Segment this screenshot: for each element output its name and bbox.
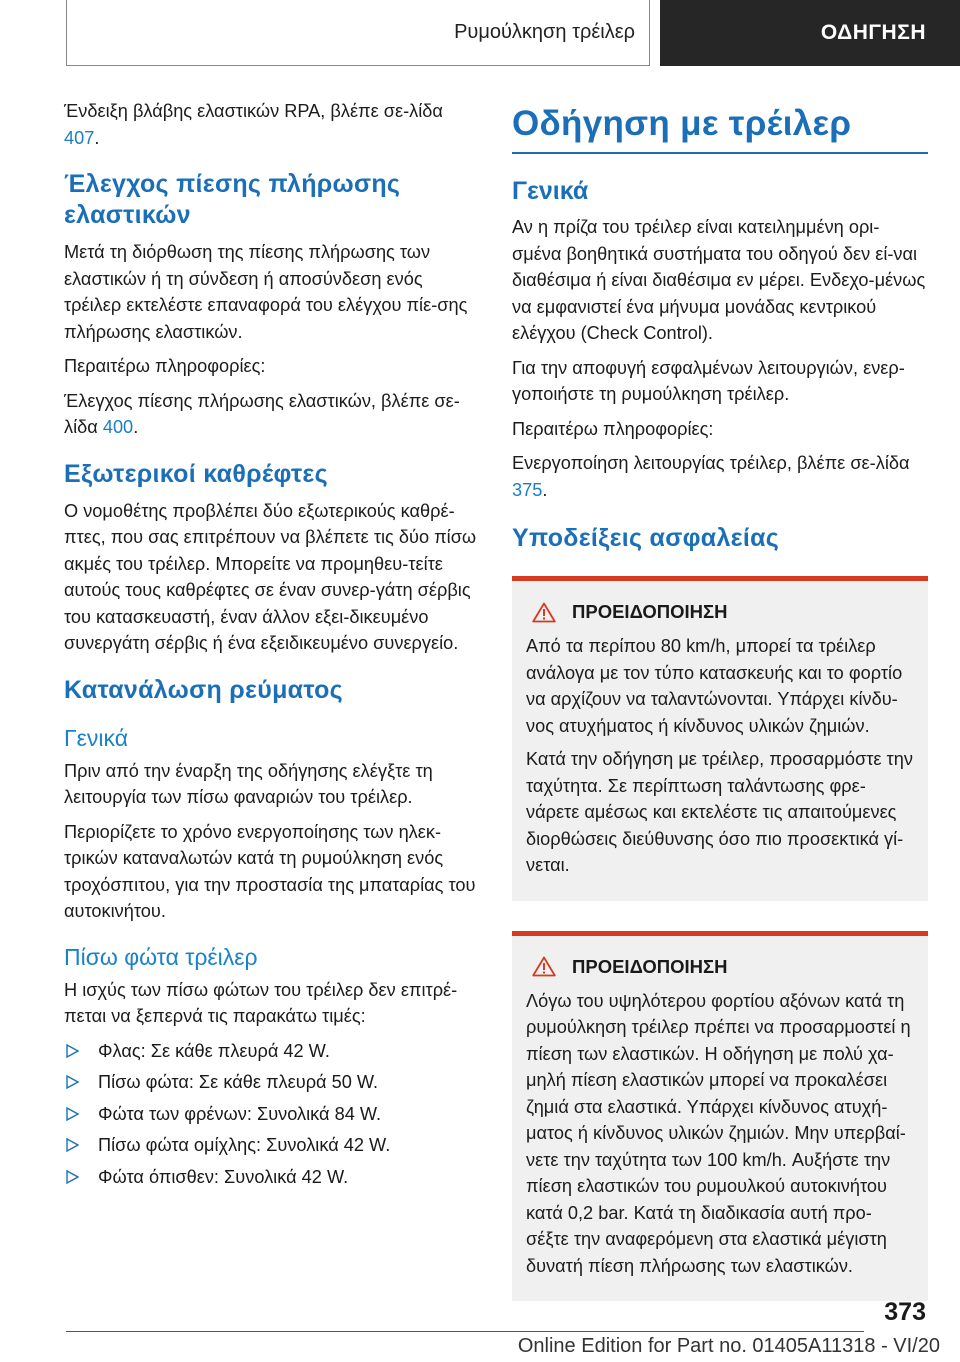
list-item (64, 1101, 482, 1128)
lights-list (64, 1038, 482, 1191)
intro-end: . (94, 127, 100, 148)
tire-check-ref-end: . (133, 417, 139, 437)
footer-divider (66, 1331, 864, 1332)
list-item-text: Φώτα όπισθεν: Συνολικά 42 W. (98, 1166, 349, 1187)
intro-text: Ένδειξη βλάβης ελαστικών RPA, βλέπε σε-λίδα (64, 101, 443, 121)
triangle-right-icon (64, 1132, 98, 1158)
page-link-407[interactable]: 407 (64, 127, 95, 148)
list-item (64, 1069, 482, 1096)
general-paragraph-1: Αν η πρίζα του τρέιλερ είναι κατειλημμένη ορι-σμένα βοηθητικά συστήματα του οδηγού δεν εί-ναι διαθέσιμα ή είναι διαθέσιμα εν μέρει. Ενδεχο-μένως να εμφανιστεί ένα μήνυμα μονάδας κεντρικού ελέγχου (Check Control). (512, 217, 926, 343)
triangle-right-icon (64, 1164, 98, 1190)
warning-box-2 (512, 931, 928, 1302)
tire-check-reference (64, 388, 482, 441)
page-link-375[interactable]: 375 (512, 479, 543, 500)
tire-check-ref-text: Έλεγχος πίεσης πλήρωσης ελαστικών, βλέπε σε-λίδα (64, 390, 460, 437)
power-paragraph-2: Περιορίζετε το χρόνο ενεργοποίησης των ηλεκ-τρικών καταναλωτών κατά τη ρυμούλκηση ενός τροχόσπιτου, για την προστασία της μπαταρίας του αυτοκινήτου. (64, 821, 476, 921)
triangle-right-icon (64, 1038, 98, 1064)
list-item (64, 1132, 482, 1159)
footer-edition: Online Edition for Part no. 01405A11318 - VI/20 (517, 1335, 940, 1357)
subheading-trailer-rear-lights: Πίσω φώτα τρέιλερ (64, 943, 258, 970)
right-column (512, 98, 928, 1323)
mirrors-paragraph: Ο νομοθέτης προβλέπει δύο εξωτερικούς καθρέ-πτες, που σας επιτρέπουν να βλέπετε τις δύο πίσω ακμές του τρέιλερ. Μπορείτε να προμηθευ-τείτε αυτούς τους καθρέφτες σε έναν συνερ-γάτη σέρβις του κατασκευαστή, έναν άλλον εξει-δικευμένο συνεργάτη σέρβις ή ένα εξειδικευμένο συνεργείο. (64, 500, 477, 653)
heading-tire-pressure-check: Έλεγχος πίεσης πλήρωσης ελαστικών (64, 170, 401, 229)
power-paragraph-1: Πριν από την έναρξη της οδήγησης ελέγξτε τη λειτουργία των πίσω φαναριών του τρέιλερ. (64, 760, 433, 807)
general-more-info: Περαιτέρω πληροφορίες: (512, 418, 714, 439)
list-item-text: Πίσω φώτα: Σε κάθε πλευρά 50 W. (98, 1072, 379, 1092)
list-item-text: Πίσω φώτα ομίχλης: Συνολικά 42 W. (98, 1135, 391, 1155)
warning-2-paragraph-1: Λόγω του υψηλότερου φορτίου αξόνων κατά τη ρυμούλκηση τρέιλερ πρέπει να προσαρμοστεί η πίεση των ελαστικών. Η οδήγηση με πολύ χα-μηλή πίεση ελαστικών μπορεί να προκαλέσει ζημιά στα ελαστικά. Υπάρχει κίνδυνος ατυχή-ματος ή κίνδυνος υλικών ζημιών. Μην υπερβαί-νετε την ταχύτητα των 100 km/h. Αυξήστε την πίεση ελαστικών του ρυμουλκού αυτοκινήτου κατά 0,2 bar. Κατά τη διαδικασία αυτή προ-σέξτε την αναφερόμενη στα ελαστικά μέγιστη δυνατή πίεση πλήρωσης των ελαστικών. (526, 990, 911, 1276)
warning-triangle-icon (532, 956, 556, 977)
heading-exterior-mirrors: Εξωτερικοί καθρέφτες (64, 459, 328, 488)
general-paragraph-2: Για την αποφυγή εσφαλμένων λειτουργιών, ενερ-γοποιήστε τη ρυμούλκηση τρέιλερ. (512, 357, 905, 404)
heading-general: Γενικά (512, 177, 589, 205)
warning-title (532, 601, 914, 623)
warning-box-1 (512, 576, 928, 901)
warning-title-text: ΠΡΟΕΙΔΟΠΟΙΗΣΗ (572, 601, 728, 622)
warning-triangle-icon (532, 602, 556, 623)
heading-safety-notes: Υποδείξεις ασφαλείας (512, 524, 780, 552)
general-reference (512, 450, 928, 503)
subheading-general: Γενικά (64, 724, 129, 751)
triangle-right-icon (64, 1101, 98, 1127)
page-link-400[interactable]: 400 (102, 417, 134, 437)
tire-check-paragraph: Μετά τη διόρθωση της πίεσης πλήρωσης των ελαστικών ή τη σύνδεση ή αποσύνδεση ενός τρέιλερ εκτελέστε επαναφορά του ελέγχου πίε-σης πλήρωσης ελαστικών. (64, 242, 468, 342)
intro-paragraph (64, 98, 482, 151)
general-ref-text: Ενεργοποίηση λειτουργίας τρέιλερ, βλέπε σε-λίδα (512, 453, 910, 473)
left-column (64, 98, 482, 1195)
tire-check-more-info: Περαιτέρω πληροφορίες: (64, 356, 266, 376)
power-paragraph-3: Η ισχύς των πίσω φώτων του τρέιλερ δεν επιτρέ-πεται να ξεπερνά τις παρακάτω τιμές: (64, 979, 458, 1026)
page-number: 373 (884, 1298, 926, 1326)
page-header (0, 0, 960, 66)
list-item (64, 1164, 482, 1191)
chapter-title: Οδήγηση με τρέιλερ (512, 102, 928, 154)
warning-1-paragraph-1: Από τα περίπου 80 km/h, μπορεί τα τρέιλερ ανάλογα με τον τύπο κατασκευής και το φορτίο να αρχίζουν να ταλαντώνονται. Υπάρχει κίνδυ-νος ατυχήματος ή κίνδυνος υλικών ζημιών. (526, 636, 903, 736)
list-item-text: Φώτα των φρένων: Συνολικά 84 W. (98, 1103, 382, 1124)
triangle-right-icon (64, 1069, 98, 1095)
general-ref-end: . (542, 479, 548, 500)
chapter-tab: Ρυμούλκηση τρέιλερ (66, 0, 650, 66)
list-item-text: Φλας: Σε κάθε πλευρά 42 W. (98, 1040, 330, 1061)
warning-title-text: ΠΡΟΕΙΔΟΠΟΙΗΣΗ (572, 955, 728, 977)
heading-power-consumption: Κατανάλωση ρεύματος (64, 675, 343, 704)
warning-title (532, 956, 914, 978)
list-item (64, 1038, 482, 1065)
warning-1-paragraph-2: Κατά την οδήγηση με τρέιλερ, προσαρμόστε την ταχύτητα. Σε περίπτωση ταλάντωσης φρε-νάρετε αμέσως και εκτελέστε τις απαιτούμενες διορθώσεις διεύθυνσης όσο πιο προσεκτικά γί-νεται. (526, 749, 913, 875)
section-tab: ΟΔΗΓΗΣΗ (660, 0, 960, 66)
